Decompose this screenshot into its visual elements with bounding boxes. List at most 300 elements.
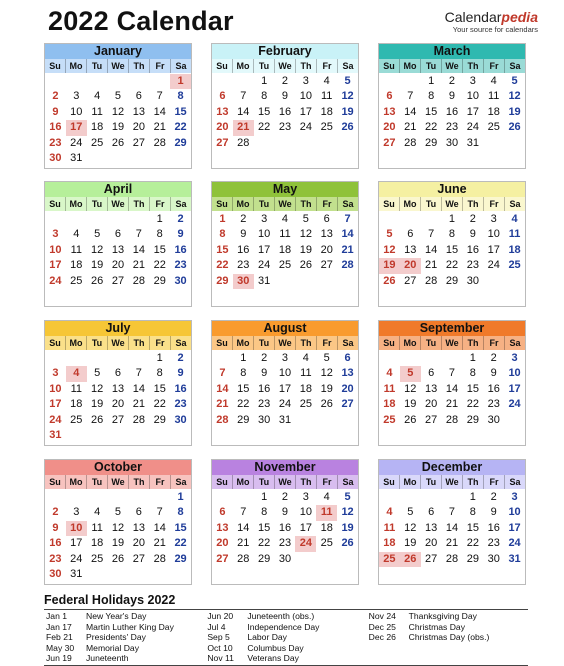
day-cell: 23 — [445, 121, 459, 134]
day-cell: 29 — [216, 274, 229, 287]
weekday-label: Mo — [232, 475, 253, 489]
day-cell: 4 — [94, 506, 101, 519]
day-cell: 5 — [302, 213, 309, 225]
day-cell: 30 — [258, 413, 271, 426]
day-cell: 3 — [490, 213, 497, 225]
day-cell: 16 — [487, 382, 500, 395]
weekday-label: Tu — [86, 336, 107, 350]
day-cell: 28 — [132, 274, 145, 287]
weekday-label: Th — [128, 59, 149, 73]
empty-day-cell — [442, 351, 463, 366]
day-cell: 25 — [91, 552, 104, 565]
weekday-label: Sa — [170, 197, 191, 211]
day-grid — [212, 73, 358, 151]
weekday-label: Su — [49, 477, 61, 487]
weekday-label: Th — [295, 336, 316, 350]
day-cell: 30 — [174, 413, 187, 426]
day-cell: 3 — [511, 352, 518, 364]
day-cell: 24 — [508, 537, 521, 550]
day-cell: 21 — [341, 243, 354, 256]
empty-day-cell — [442, 490, 463, 505]
day-cell: 4 — [323, 491, 330, 503]
day-cell: 1 — [219, 213, 226, 225]
day-cell: 15 — [258, 521, 271, 534]
weekday-label: Tu — [253, 336, 274, 350]
holiday-row — [205, 653, 366, 664]
weekday-label: Fr — [149, 59, 170, 73]
weekday-label: Fr — [316, 59, 337, 73]
day-cell: 11 — [508, 228, 521, 241]
day-cell: 2 — [448, 75, 456, 87]
day-cell: 18 — [320, 521, 333, 534]
holiday-name: Juneteenth — [86, 653, 129, 664]
day-cell: 8 — [428, 90, 435, 103]
weekday-header — [379, 475, 525, 489]
day-cell: 1 — [177, 491, 184, 503]
empty-day-cell — [45, 212, 66, 227]
day-cell: 26 — [508, 121, 521, 134]
day-cell: 11 — [91, 521, 103, 534]
month-february — [211, 43, 359, 169]
day-cell: 13 — [341, 367, 354, 380]
day-cell: 29 — [466, 413, 479, 426]
weekday-label: Th — [128, 336, 149, 350]
day-cell: 29 — [445, 274, 459, 287]
empty-day-cell — [45, 351, 66, 366]
day-cell: 10 — [466, 90, 479, 103]
day-cell: 9 — [177, 228, 184, 241]
day-cell: 29 — [258, 552, 271, 565]
empty-day-cell — [108, 74, 129, 89]
day-cell: 24 — [258, 259, 271, 272]
empty-day-cell — [108, 490, 129, 505]
weekday-label: We — [107, 197, 128, 211]
day-cell: 16 — [445, 105, 459, 118]
day-cell: 4 — [302, 352, 309, 364]
day-cell: 17 — [299, 105, 312, 118]
day-cell: 25 — [91, 136, 104, 149]
day-cell: 29 — [237, 413, 250, 426]
holiday-name: Martin Luther King Day — [86, 621, 174, 632]
day-cell: 18 — [320, 105, 333, 118]
weekday-label: Mo — [399, 197, 420, 211]
weekday-header — [45, 197, 191, 211]
day-cell: 14 — [237, 521, 250, 534]
day-cell: 10 — [508, 367, 521, 380]
month-november — [211, 459, 359, 585]
day-cell: 1 — [469, 352, 476, 364]
day-cell: 27 — [111, 274, 125, 287]
day-cell: 22 — [174, 537, 187, 550]
day-cell: 27 — [383, 136, 396, 149]
day-cell: 7 — [407, 90, 414, 103]
weekday-label: Fr — [483, 197, 504, 211]
empty-day-cell — [400, 351, 421, 366]
day-cell: 6 — [114, 367, 122, 380]
day-cell: 26 — [341, 537, 354, 550]
day-cell: 17 — [49, 398, 62, 411]
day-cell: 15 — [216, 243, 229, 256]
holiday-date: Jan 17 — [46, 621, 72, 632]
empty-day-cell — [128, 351, 149, 366]
day-cell: 30 — [445, 136, 459, 149]
day-cell: 22 — [216, 259, 229, 272]
day-cell: 11 — [488, 90, 500, 103]
day-cell: 12 — [320, 367, 333, 380]
empty-day-cell — [421, 212, 442, 227]
day-cell: 13 — [404, 243, 417, 256]
day-cell: 23 — [49, 136, 62, 149]
day-cell: 13 — [425, 521, 438, 534]
empty-day-cell — [379, 351, 400, 366]
day-cell: 4 — [323, 75, 330, 87]
month-june — [378, 181, 526, 307]
day-cell: 12 — [404, 382, 417, 395]
day-cell: 11 — [279, 228, 291, 241]
empty-day-cell — [233, 74, 254, 89]
weekday-label: Sa — [170, 336, 191, 350]
day-cell: 1 — [156, 352, 163, 364]
holiday-row — [367, 622, 528, 633]
weekday-label: Tu — [86, 197, 107, 211]
day-cell: 1 — [428, 75, 435, 87]
day-cell: 1 — [156, 213, 163, 225]
day-cell: 23 — [466, 259, 479, 272]
empty-day-cell — [87, 351, 108, 366]
day-cell: 28 — [216, 413, 229, 426]
holiday-row — [367, 611, 528, 622]
holiday-day-cell: 19 — [379, 258, 400, 273]
day-cell: 21 — [425, 259, 438, 272]
weekday-label: Sa — [504, 59, 525, 73]
weekday-label: Th — [295, 59, 316, 73]
weekday-label: We — [274, 336, 295, 350]
day-cell: 14 — [341, 228, 354, 241]
day-cell: 5 — [323, 352, 330, 364]
day-cell: 23 — [174, 259, 187, 272]
empty-day-cell — [379, 212, 400, 227]
empty-day-cell — [45, 490, 66, 505]
day-cell: 24 — [70, 552, 83, 565]
day-cell: 31 — [49, 428, 62, 441]
holiday-column — [205, 610, 366, 665]
day-cell: 5 — [114, 506, 122, 519]
day-cell: 5 — [511, 75, 518, 87]
day-cell: 3 — [281, 352, 289, 364]
day-cell: 7 — [428, 228, 435, 241]
holiday-date: Jan 1 — [46, 611, 68, 621]
day-cell: 18 — [91, 537, 104, 550]
month-name: September — [379, 321, 525, 336]
weekday-label: Sa — [337, 475, 358, 489]
holiday-row — [44, 611, 205, 622]
day-cell: 31 — [70, 567, 83, 580]
month-september — [378, 320, 526, 446]
day-cell: 20 — [425, 398, 438, 411]
day-cell: 10 — [278, 367, 292, 380]
federal-holidays-table — [44, 609, 528, 666]
weekday-label: Sa — [504, 336, 525, 350]
day-cell: 22 — [466, 537, 479, 550]
day-cell: 11 — [300, 367, 312, 380]
day-cell: 2 — [177, 352, 184, 364]
holiday-row — [44, 653, 205, 664]
holiday-name: Presidents' Day — [86, 632, 146, 643]
day-cell: 20 — [425, 537, 438, 550]
weekday-header — [379, 336, 525, 350]
day-grid — [379, 489, 525, 567]
day-grid — [212, 350, 358, 428]
day-cell: 15 — [237, 382, 250, 395]
day-cell: 2 — [490, 352, 497, 364]
weekday-label: Mo — [65, 197, 86, 211]
day-cell: 8 — [156, 367, 163, 380]
day-cell: 2 — [177, 213, 184, 225]
weekday-label: Fr — [149, 197, 170, 211]
day-cell: 27 — [216, 552, 229, 565]
day-cell: 18 — [70, 259, 83, 272]
day-cell: 31 — [278, 413, 292, 426]
day-grid — [45, 350, 191, 443]
holiday-name: Thanksgiving Day — [408, 611, 477, 621]
weekday-label: Mo — [65, 475, 86, 489]
day-cell: 22 — [153, 398, 166, 411]
day-cell: 13 — [216, 105, 229, 118]
day-cell: 1 — [261, 491, 268, 503]
day-cell: 12 — [508, 90, 521, 103]
empty-day-cell — [400, 490, 421, 505]
day-cell: 15 — [153, 382, 166, 395]
day-cell: 2 — [240, 213, 247, 225]
day-cell: 10 — [258, 228, 271, 241]
federal-holidays — [44, 593, 528, 666]
day-cell: 3 — [73, 90, 80, 103]
day-cell: 16 — [278, 105, 292, 118]
day-cell: 7 — [135, 228, 142, 241]
day-cell: 13 — [111, 382, 125, 395]
holiday-day-cell: 25 — [379, 552, 400, 567]
day-cell: 28 — [153, 136, 166, 149]
empty-day-cell — [108, 212, 129, 227]
day-cell: 16 — [278, 521, 292, 534]
day-cell: 11 — [383, 521, 396, 534]
day-cell: 21 — [404, 121, 417, 134]
weekday-label: We — [274, 475, 295, 489]
day-grid — [379, 211, 525, 289]
month-july — [44, 320, 192, 446]
weekday-label: Fr — [483, 336, 504, 350]
day-cell: 19 — [111, 121, 125, 134]
day-cell: 9 — [281, 90, 289, 103]
holiday-date: Dec 25 — [368, 621, 396, 632]
day-cell: 18 — [70, 398, 83, 411]
brand-logo[interactable] — [445, 10, 538, 34]
day-cell: 6 — [135, 90, 142, 103]
day-cell: 2 — [261, 352, 268, 364]
holiday-date: Sep 5 — [207, 632, 230, 643]
month-december — [378, 459, 526, 585]
day-cell: 19 — [341, 521, 354, 534]
day-cell: 13 — [320, 228, 333, 241]
day-cell: 9 — [177, 367, 184, 380]
day-cell: 12 — [111, 521, 125, 534]
day-cell: 3 — [302, 75, 309, 87]
day-cell: 26 — [91, 413, 104, 426]
day-cell: 23 — [237, 259, 250, 272]
weekday-label: We — [441, 336, 462, 350]
month-may — [211, 181, 359, 307]
weekday-label: Su — [216, 338, 228, 348]
day-cell: 13 — [383, 105, 396, 118]
month-name: November — [212, 460, 358, 475]
holiday-column — [367, 610, 528, 665]
day-cell: 22 — [174, 121, 187, 134]
empty-day-cell — [379, 490, 400, 505]
day-cell: 4 — [94, 90, 101, 103]
day-cell: 12 — [111, 105, 125, 118]
empty-day-cell — [212, 351, 233, 366]
day-cell: 29 — [466, 552, 479, 565]
day-cell: 5 — [344, 491, 351, 503]
day-cell: 2 — [490, 491, 497, 503]
day-cell: 20 — [111, 398, 125, 411]
day-cell: 10 — [508, 506, 521, 519]
day-cell: 22 — [258, 121, 271, 134]
month-name: May — [212, 182, 358, 197]
day-cell: 6 — [386, 90, 393, 103]
holiday-row — [44, 643, 205, 654]
day-cell: 27 — [341, 398, 354, 411]
day-cell: 14 — [445, 382, 459, 395]
empty-day-cell — [379, 74, 400, 89]
weekday-label: Tu — [420, 197, 441, 211]
holiday-row — [205, 622, 366, 633]
holiday-date: May 30 — [46, 642, 75, 653]
day-cell: 30 — [278, 552, 292, 565]
day-cell: 24 — [49, 274, 62, 287]
day-cell: 24 — [487, 259, 500, 272]
day-cell: 24 — [508, 398, 521, 411]
holiday-name: Memorial Day — [86, 642, 140, 653]
day-cell: 17 — [258, 243, 271, 256]
day-cell: 22 — [153, 259, 166, 272]
day-cell: 17 — [508, 382, 521, 395]
day-cell: 30 — [49, 567, 62, 580]
weekday-label: Su — [216, 61, 228, 71]
brand-tagline: Your source for calendars — [452, 25, 538, 34]
day-cell: 27 — [132, 552, 145, 565]
holiday-day-cell: 11 — [316, 505, 337, 520]
weekday-label: Su — [383, 199, 395, 209]
day-cell: 5 — [94, 228, 101, 241]
day-cell: 19 — [404, 537, 417, 550]
day-cell: 23 — [49, 552, 62, 565]
day-cell: 9 — [52, 521, 59, 534]
month-name: June — [379, 182, 525, 197]
day-cell: 28 — [153, 552, 166, 565]
weekday-label: Th — [462, 336, 483, 350]
day-cell: 15 — [153, 243, 166, 256]
weekday-label: Su — [383, 338, 395, 348]
holiday-name: Labor Day — [247, 632, 287, 643]
day-cell: 7 — [240, 90, 247, 103]
day-cell: 20 — [132, 121, 145, 134]
day-cell: 5 — [114, 90, 122, 103]
day-cell: 26 — [383, 274, 396, 287]
day-cell: 29 — [174, 136, 187, 149]
day-cell: 20 — [111, 259, 125, 272]
day-cell: 11 — [70, 382, 82, 395]
brand-name — [445, 10, 538, 25]
day-grid — [379, 73, 525, 151]
day-cell: 15 — [425, 105, 438, 118]
day-cell: 23 — [487, 398, 500, 411]
month-name: January — [45, 44, 191, 59]
weekday-header — [45, 336, 191, 350]
day-cell: 1 — [240, 352, 247, 364]
day-cell: 30 — [174, 274, 187, 287]
holiday-day-cell: 4 — [66, 366, 87, 381]
weekday-label: Su — [49, 61, 61, 71]
day-cell: 26 — [404, 413, 417, 426]
day-cell: 21 — [132, 259, 145, 272]
month-name: April — [45, 182, 191, 197]
holiday-name: Independence Day — [247, 621, 320, 632]
day-cell: 10 — [49, 382, 62, 395]
day-cell: 14 — [132, 243, 145, 256]
day-cell: 6 — [428, 506, 435, 519]
day-cell: 3 — [52, 228, 59, 241]
day-cell: 19 — [299, 243, 312, 256]
day-cell: 21 — [153, 537, 166, 550]
empty-day-cell — [400, 74, 421, 89]
holiday-row — [205, 611, 366, 622]
holiday-row — [205, 643, 366, 654]
month-name: December — [379, 460, 525, 475]
weekday-label: We — [441, 197, 462, 211]
empty-day-cell — [212, 490, 233, 505]
day-cell: 12 — [341, 506, 354, 519]
holiday-name: Christmas Day — [408, 621, 466, 632]
holiday-day-cell: 21 — [233, 120, 254, 135]
day-grid — [45, 211, 191, 289]
day-cell: 14 — [153, 105, 166, 118]
day-cell: 19 — [341, 105, 354, 118]
weekday-label: Fr — [316, 197, 337, 211]
month-name: March — [379, 44, 525, 59]
weekday-label: Fr — [149, 336, 170, 350]
empty-day-cell — [212, 74, 233, 89]
day-cell: 7 — [156, 506, 163, 519]
day-cell: 6 — [219, 506, 226, 519]
day-cell: 28 — [404, 136, 417, 149]
weekday-label: Mo — [65, 59, 86, 73]
day-cell: 15 — [174, 105, 187, 118]
day-cell: 20 — [341, 382, 354, 395]
day-cell: 21 — [216, 398, 229, 411]
day-cell: 26 — [320, 398, 333, 411]
holiday-date: Feb 21 — [46, 632, 73, 643]
day-cell: 28 — [425, 274, 438, 287]
day-cell: 8 — [219, 228, 226, 241]
day-cell: 25 — [320, 121, 333, 134]
weekday-label: Mo — [399, 59, 420, 73]
weekday-label: Mo — [399, 475, 420, 489]
page-title: 2022 Calendar — [48, 6, 234, 36]
day-cell: 25 — [278, 259, 292, 272]
day-cell: 30 — [49, 151, 62, 164]
day-cell: 28 — [445, 413, 459, 426]
